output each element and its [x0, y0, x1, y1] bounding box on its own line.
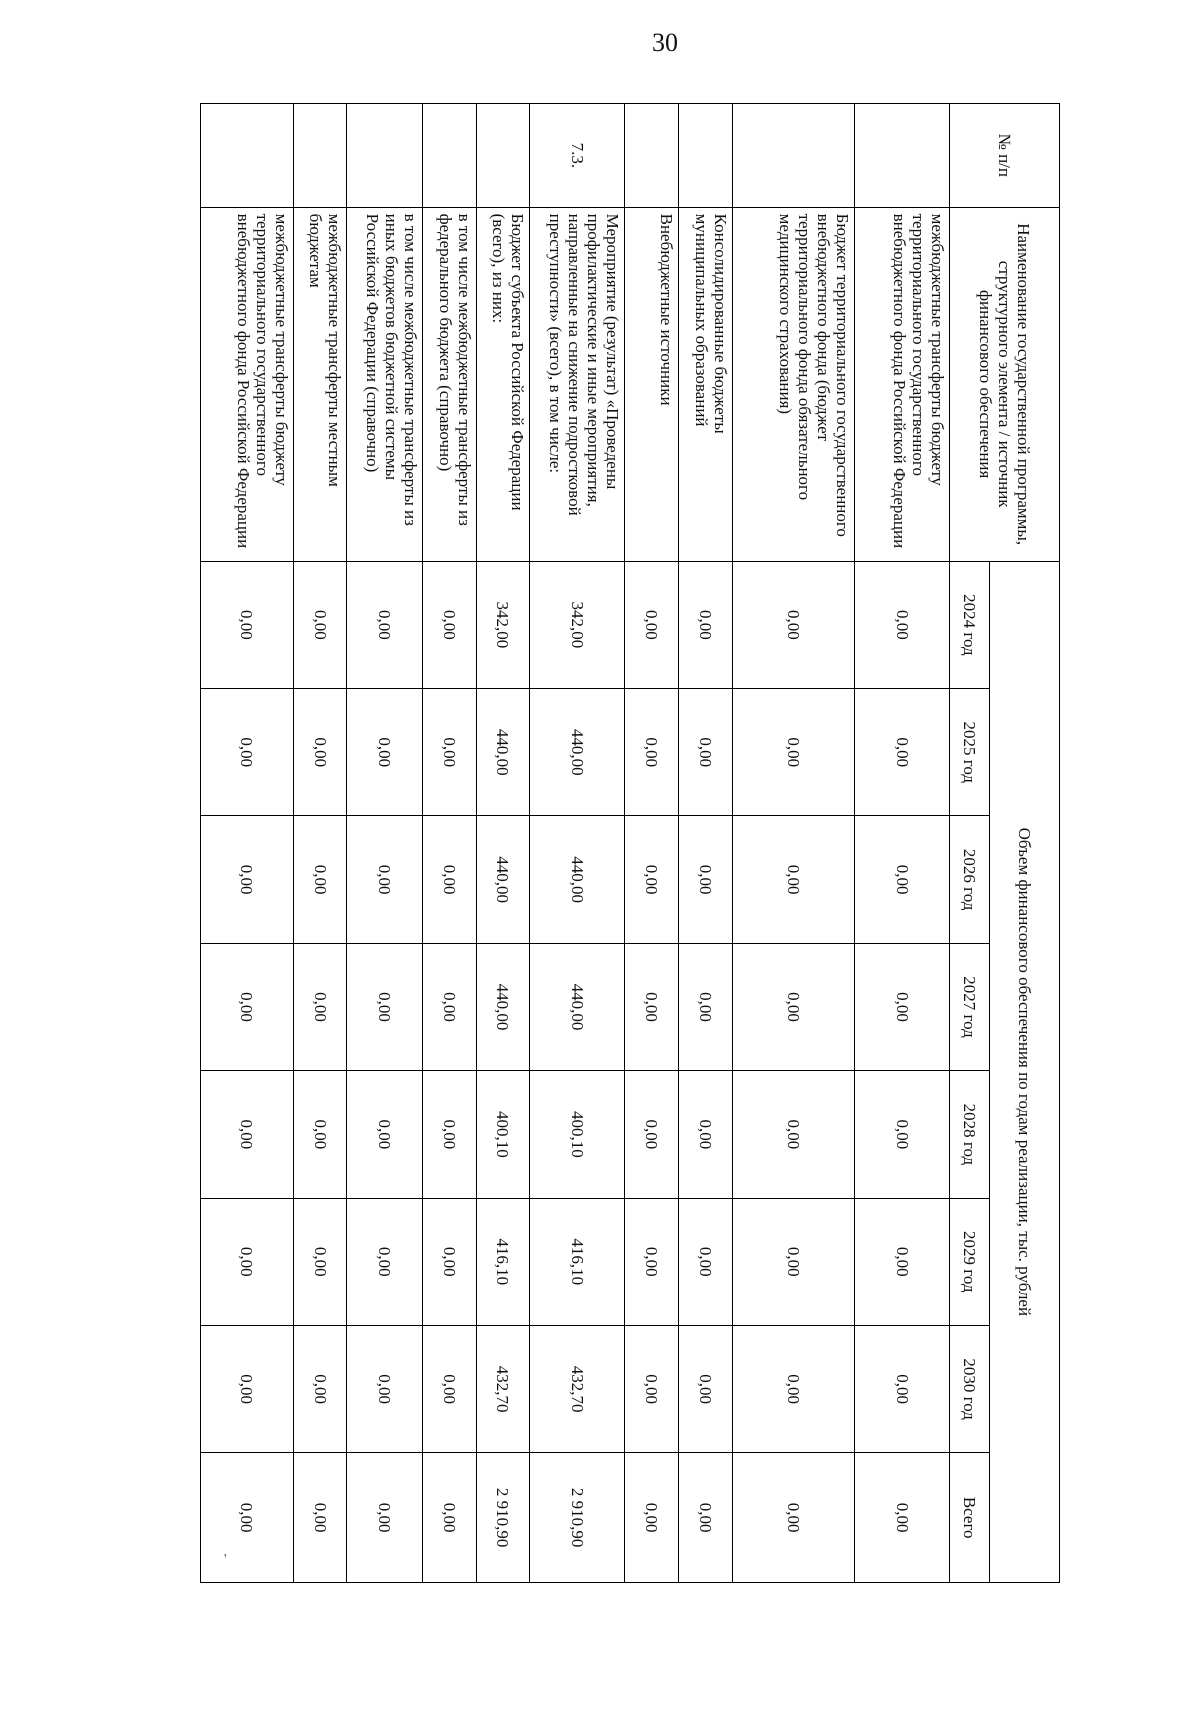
- row-name: в том числе межбюджетные трансферты из федерального бюджета (справочно): [422, 207, 476, 561]
- row-total-value: 0,00: [347, 1453, 422, 1583]
- row-year-value: 0,00: [855, 561, 950, 688]
- row-year-value: 0,00: [201, 1071, 294, 1198]
- header-year: 2026 год: [950, 816, 990, 943]
- row-year-value: 0,00: [347, 816, 422, 943]
- row-year-value: 0,00: [293, 1071, 347, 1198]
- table-row: [855, 104, 950, 1583]
- row-year-value: 0,00: [347, 561, 422, 688]
- header-year: 2024 год: [950, 561, 990, 688]
- row-year-value: 0,00: [422, 1198, 476, 1325]
- row-year-value: 0,00: [293, 689, 347, 816]
- table-row: [347, 104, 422, 1583]
- row-year-value: 0,00: [201, 943, 294, 1070]
- table-row: [422, 104, 476, 1583]
- row-index: [201, 104, 294, 208]
- row-year-value: 0,00: [678, 1198, 732, 1325]
- row-total-value: 0,00: [625, 1453, 679, 1583]
- table-row: [293, 104, 347, 1583]
- row-year-value: 0,00: [347, 943, 422, 1070]
- row-index: [422, 104, 476, 208]
- row-year-value: 0,00: [625, 943, 679, 1070]
- row-index: [476, 104, 530, 208]
- header-index: № п/п: [950, 104, 1060, 208]
- row-year-value: 0,00: [293, 561, 347, 688]
- row-year-value: 0,00: [732, 1198, 855, 1325]
- row-year-value: 432,70: [530, 1325, 625, 1452]
- row-year-value: 440,00: [530, 689, 625, 816]
- page-number: 30: [652, 28, 678, 57]
- row-year-value: 0,00: [201, 1325, 294, 1452]
- row-name: межбюджетные трансферты местным бюджетам: [293, 207, 347, 561]
- row-year-value: 0,00: [293, 816, 347, 943]
- row-year-value: 0,00: [625, 1325, 679, 1452]
- row-year-value: 0,00: [625, 1198, 679, 1325]
- table-row: [530, 104, 625, 1583]
- row-year-value: 0,00: [855, 816, 950, 943]
- row-index: [732, 104, 855, 208]
- row-year-value: 0,00: [625, 689, 679, 816]
- row-year-value: 440,00: [530, 816, 625, 943]
- row-year-value: 0,00: [678, 1071, 732, 1198]
- header-year: 2025 год: [950, 689, 990, 816]
- row-year-value: 0,00: [201, 816, 294, 943]
- row-year-value: 0,00: [732, 1325, 855, 1452]
- row-year-value: 440,00: [476, 689, 530, 816]
- row-year-value: 0,00: [201, 1198, 294, 1325]
- table-row: [625, 104, 679, 1583]
- row-year-value: 0,00: [625, 1071, 679, 1198]
- row-name: межбюджетные трансферты бюджету территориального государственного внебюджетного фонда Российской Федерации: [201, 207, 294, 561]
- row-year-value: 0,00: [678, 816, 732, 943]
- row-name: Консолидированные бюджеты муниципальных образований: [678, 207, 732, 561]
- header-name: Наименование государственной программы, структурного элемента / источник финансового обеспечения: [950, 207, 1060, 561]
- row-year-value: 0,00: [732, 1071, 855, 1198]
- table-row: [476, 104, 530, 1583]
- row-year-value: 0,00: [201, 689, 294, 816]
- row-total-value: 0,00: [201, 1453, 294, 1583]
- row-year-value: 0,00: [347, 1071, 422, 1198]
- row-year-value: 400,10: [530, 1071, 625, 1198]
- row-year-value: 0,00: [422, 816, 476, 943]
- rotated-table-container: [200, 103, 1060, 1583]
- row-year-value: 440,00: [530, 943, 625, 1070]
- row-year-value: 0,00: [855, 689, 950, 816]
- row-year-value: 0,00: [347, 1198, 422, 1325]
- row-year-value: 0,00: [625, 561, 679, 688]
- row-name: межбюджетные трансферты бюджету территориального государственного внебюджетного фонда Российской Федерации: [855, 207, 950, 561]
- row-year-value: 416,10: [476, 1198, 530, 1325]
- row-index: [293, 104, 347, 208]
- row-name: Мероприятие (результат) «Проведены профилактические и иные мероприятия, направленные на снижение подростковой преступности» (всего), в том числе:: [530, 207, 625, 561]
- row-year-value: 416,10: [530, 1198, 625, 1325]
- row-year-value: 0,00: [422, 689, 476, 816]
- row-index: 7.3.: [530, 104, 625, 208]
- row-year-value: 0,00: [422, 943, 476, 1070]
- table-row: [678, 104, 732, 1583]
- row-total-value: 2 910,90: [476, 1453, 530, 1583]
- row-year-value: 0,00: [293, 1198, 347, 1325]
- row-year-value: 0,00: [678, 689, 732, 816]
- row-year-value: 0,00: [422, 561, 476, 688]
- row-year-value: 0,00: [732, 943, 855, 1070]
- stray-mark: ': [224, 1552, 227, 1567]
- row-name: Бюджет территориального государственного внебюджетного фонда (бюджет территориального фонда обязательного медицинского страхования): [732, 207, 855, 561]
- row-year-value: 400,10: [476, 1071, 530, 1198]
- header-year: 2028 год: [950, 1071, 990, 1198]
- row-name: Внебюджетные источники: [625, 207, 679, 561]
- row-year-value: 0,00: [422, 1071, 476, 1198]
- row-year-value: 0,00: [855, 1198, 950, 1325]
- header-total: Всего: [950, 1453, 990, 1583]
- row-year-value: 342,00: [476, 561, 530, 688]
- row-year-value: 0,00: [855, 1325, 950, 1452]
- row-name: в том числе межбюджетные трансферты из иных бюджетов бюджетной системы Российской Федерации (справочно): [347, 207, 422, 561]
- row-total-value: 0,00: [293, 1453, 347, 1583]
- row-year-value: 0,00: [422, 1325, 476, 1452]
- financing-table: [200, 103, 1060, 1583]
- row-year-value: 0,00: [293, 1325, 347, 1452]
- row-year-value: 0,00: [732, 816, 855, 943]
- row-year-value: 0,00: [678, 943, 732, 1070]
- row-year-value: 0,00: [201, 561, 294, 688]
- table-row: [201, 104, 294, 1583]
- row-index: [855, 104, 950, 208]
- row-year-value: 0,00: [678, 561, 732, 688]
- row-year-value: 440,00: [476, 943, 530, 1070]
- row-year-value: 342,00: [530, 561, 625, 688]
- row-year-value: 0,00: [855, 943, 950, 1070]
- row-year-value: 432,70: [476, 1325, 530, 1452]
- row-total-value: 0,00: [855, 1453, 950, 1583]
- row-total-value: 0,00: [678, 1453, 732, 1583]
- header-year: 2030 год: [950, 1325, 990, 1452]
- row-year-value: 440,00: [476, 816, 530, 943]
- row-year-value: 0,00: [732, 689, 855, 816]
- row-year-value: 0,00: [855, 1071, 950, 1198]
- row-year-value: 0,00: [293, 943, 347, 1070]
- row-year-value: 0,00: [347, 1325, 422, 1452]
- row-index: [347, 104, 422, 208]
- row-year-value: 0,00: [678, 1325, 732, 1452]
- row-index: [625, 104, 679, 208]
- table-row: [732, 104, 855, 1583]
- row-index: [678, 104, 732, 208]
- row-year-value: 0,00: [347, 689, 422, 816]
- row-total-value: 2 910,90: [530, 1453, 625, 1583]
- header-year: 2027 год: [950, 943, 990, 1070]
- header-year: 2029 год: [950, 1198, 990, 1325]
- row-year-value: 0,00: [732, 561, 855, 688]
- row-year-value: 0,00: [625, 816, 679, 943]
- row-name: Бюджет субъекта Российской Федерации (всего), из них:: [476, 207, 530, 561]
- row-total-value: 0,00: [732, 1453, 855, 1583]
- header-group-title: Объем финансового обеспечения по годам реализации, тыс. рублей: [990, 561, 1060, 1582]
- row-total-value: 0,00: [422, 1453, 476, 1583]
